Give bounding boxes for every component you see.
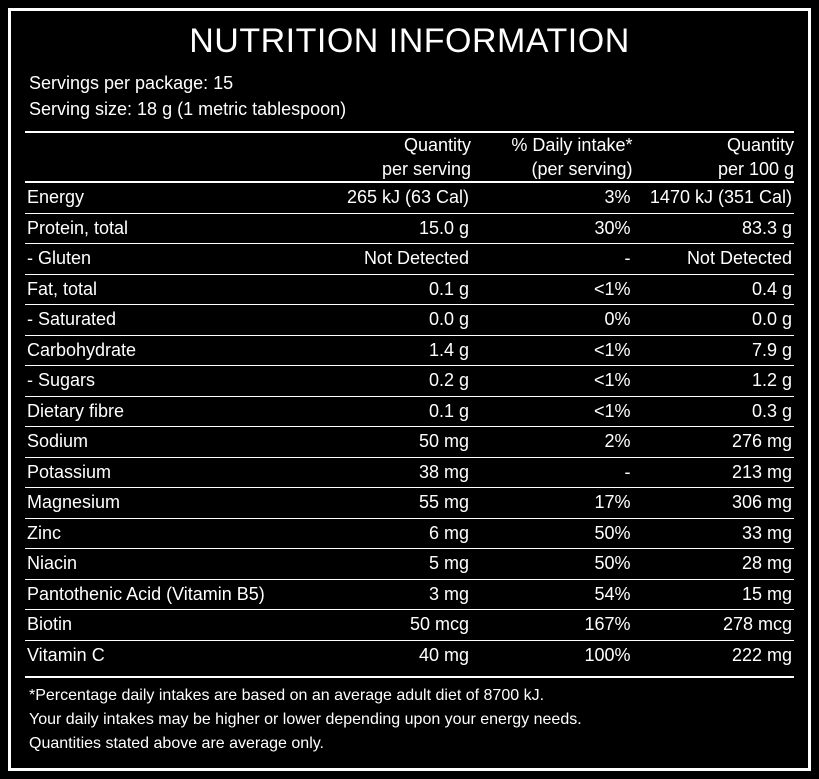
row-label: Pantothenic Acid (Vitamin B5): [25, 579, 310, 610]
row-label: Niacin: [25, 549, 310, 580]
column-header-daily-intake-line1: % Daily intake*: [511, 134, 633, 155]
row-per-serving: 265 kJ (63 Cal): [310, 182, 471, 213]
footnote-line: *Percentage daily intakes are based on an average adult diet of 8700 kJ.: [29, 687, 545, 705]
row-per-serving: Not Detected: [310, 244, 471, 275]
column-header-per-serving: [310, 133, 471, 183]
row-daily-intake: 17%: [471, 488, 632, 519]
row-daily-intake: <1%: [471, 335, 632, 366]
row-daily-intake: 0%: [471, 305, 632, 336]
row-label: Magnesium: [25, 488, 310, 519]
row-label: - Saturated: [25, 305, 310, 336]
row-label: Sodium: [25, 427, 310, 458]
row-per-serving: 55 mg: [310, 488, 471, 519]
column-header-per-100g-line2: per 100 g: [717, 158, 794, 179]
table-row: [25, 213, 794, 244]
row-per-serving: 50 mcg: [310, 610, 471, 641]
row-per-serving: 50 mg: [310, 427, 471, 458]
row-per-100g: 278 mcg: [632, 610, 794, 641]
row-label: Fat, total: [25, 274, 310, 305]
table-header: [25, 133, 794, 183]
table-row: [25, 488, 794, 519]
row-daily-intake: <1%: [471, 274, 632, 305]
row-per-100g: 28 mg: [632, 549, 794, 580]
column-header-daily-intake: [471, 133, 632, 183]
row-per-serving: 0.1 g: [310, 396, 471, 427]
row-daily-intake: 50%: [471, 518, 632, 549]
table-row: [25, 274, 794, 305]
row-daily-intake: <1%: [471, 396, 632, 427]
table-row: [25, 610, 794, 641]
row-daily-intake: 30%: [471, 213, 632, 244]
row-per-100g: 1.2 g: [632, 366, 794, 397]
row-daily-intake: 167%: [471, 610, 632, 641]
column-header-per-100g: [632, 133, 794, 183]
row-per-100g: 0.4 g: [632, 274, 794, 305]
row-label: Energy: [25, 182, 310, 213]
row-label: Vitamin C: [25, 640, 310, 670]
row-per-serving: 0.1 g: [310, 274, 471, 305]
row-label: Protein, total: [25, 213, 310, 244]
table-row: [25, 182, 794, 213]
table-row: [25, 427, 794, 458]
row-daily-intake: 54%: [471, 579, 632, 610]
footnote-line: Your daily intakes may be higher or lower depending upon your energy needs.: [29, 711, 582, 729]
row-label: Dietary fibre: [25, 396, 310, 427]
row-per-serving: 15.0 g: [310, 213, 471, 244]
row-per-100g: 306 mg: [632, 488, 794, 519]
row-label: - Sugars: [25, 366, 310, 397]
row-per-100g: 7.9 g: [632, 335, 794, 366]
table-row: [25, 335, 794, 366]
servings-block: [25, 70, 794, 122]
servings-per-package: Servings per package: 15: [29, 73, 234, 94]
row-per-100g: 15 mg: [632, 579, 794, 610]
row-per-serving: 40 mg: [310, 640, 471, 670]
nutrition-information-panel: [8, 8, 811, 771]
footnotes: [25, 678, 794, 756]
table-body: [25, 182, 794, 670]
row-per-100g: 276 mg: [632, 427, 794, 458]
row-per-serving: 3 mg: [310, 579, 471, 610]
row-per-serving: 5 mg: [310, 549, 471, 580]
row-per-100g: 0.3 g: [632, 396, 794, 427]
row-per-serving: 0.0 g: [310, 305, 471, 336]
table-row: [25, 457, 794, 488]
row-daily-intake: 100%: [471, 640, 632, 670]
row-per-serving: 0.2 g: [310, 366, 471, 397]
row-per-100g: Not Detected: [632, 244, 794, 275]
row-label: Potassium: [25, 457, 310, 488]
row-label: Biotin: [25, 610, 310, 641]
row-label: Carbohydrate: [25, 335, 310, 366]
row-per-100g: 0.0 g: [632, 305, 794, 336]
row-daily-intake: 2%: [471, 427, 632, 458]
table-row: [25, 366, 794, 397]
row-daily-intake: 3%: [471, 182, 632, 213]
row-per-100g: 33 mg: [632, 518, 794, 549]
footnote-line: Quantities stated above are average only.: [29, 735, 324, 753]
row-daily-intake: -: [471, 457, 632, 488]
column-header-nutrient: [25, 133, 310, 183]
row-daily-intake: -: [471, 244, 632, 275]
table-row: [25, 640, 794, 670]
row-per-100g: 83.3 g: [632, 213, 794, 244]
column-header-daily-intake-line2: (per serving): [531, 158, 633, 179]
row-per-serving: 38 mg: [310, 457, 471, 488]
column-header-per-100g-line1: Quantity: [726, 134, 794, 155]
row-per-serving: 1.4 g: [310, 335, 471, 366]
table-row: [25, 396, 794, 427]
table-row: [25, 305, 794, 336]
row-daily-intake: 50%: [471, 549, 632, 580]
row-per-100g: 222 mg: [632, 640, 794, 670]
table-row: [25, 244, 794, 275]
row-per-serving: 6 mg: [310, 518, 471, 549]
table-row: [25, 549, 794, 580]
serving-size: Serving size: 18 g (1 metric tablespoon): [29, 99, 347, 120]
row-daily-intake: <1%: [471, 366, 632, 397]
column-header-per-serving-line1: Quantity: [403, 134, 471, 155]
column-header-per-serving-line2: per serving: [381, 158, 471, 179]
page-title: NUTRITION INFORMATION: [189, 22, 630, 60]
row-label: - Gluten: [25, 244, 310, 275]
table-row: [25, 518, 794, 549]
row-per-100g: 1470 kJ (351 Cal): [632, 182, 794, 213]
row-per-100g: 213 mg: [632, 457, 794, 488]
row-label: Zinc: [25, 518, 310, 549]
table-row: [25, 579, 794, 610]
nutrition-table: [25, 133, 794, 671]
